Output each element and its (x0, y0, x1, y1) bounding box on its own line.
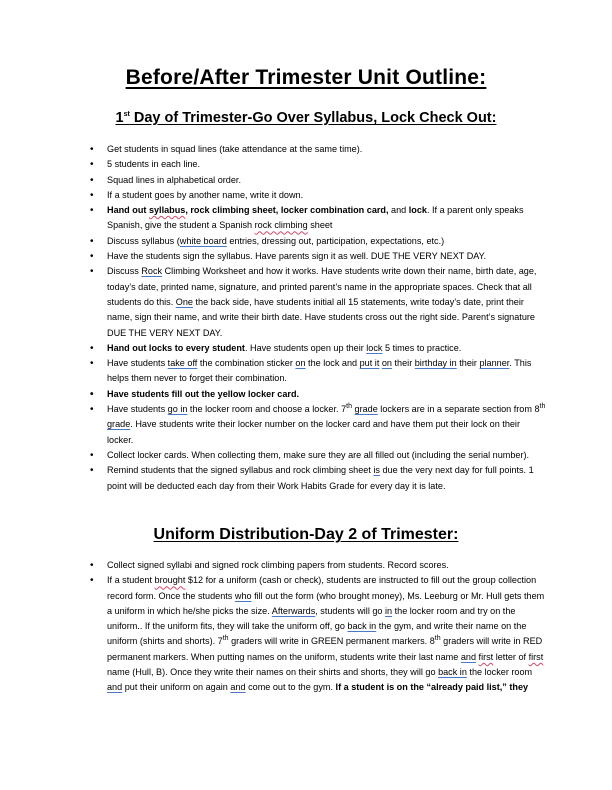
text-run: entries, dressing out, participation, expectations, etc.) (226, 235, 445, 246)
text-run: grade (354, 404, 378, 415)
text-run: and (388, 205, 409, 216)
heading-text: Day of Trimester-Go Over Syllabus, Lock Check Out: (129, 110, 497, 126)
text-run: their (392, 358, 415, 369)
list-item (107, 341, 547, 356)
text-run: lockers are in a separate section from 8 (377, 404, 540, 415)
text-run: Remind students that the signed syllabus and rock climbing sheet (107, 465, 374, 476)
list-item: • Squad lines in alphabetical order. (107, 173, 547, 188)
text-run: One (175, 296, 193, 307)
superscript: th (222, 635, 229, 643)
text-run: first (528, 651, 544, 662)
text-run: grade (107, 419, 131, 430)
superscript: th (346, 403, 352, 411)
list-item (107, 573, 547, 695)
text-run: the back side, have students initial all 15 statements, write today’s date, print their name, sign their name, and write their birth date. Have students cross out the right side. Parent’s signature DUE THE VERY NEXT DAY. (107, 296, 535, 338)
text-run: graders will write in RED permanent markers. When putting names on the uniform, students write their last name (107, 636, 543, 662)
text-run: If a student (107, 575, 155, 586)
text-run: $12 for a uniform (cash or check), students are instructed to fill out the group collection record form. Once the students (107, 575, 537, 601)
text-run: first (478, 651, 494, 662)
list-item (107, 402, 547, 448)
page-title: Before/After Trimester Unit Outline: (125, 66, 487, 89)
list-item (107, 203, 547, 234)
text-run: is (373, 465, 380, 476)
text-run: their (456, 358, 480, 369)
section-heading-uniform-distribution: Uniform Distribution-Day 2 of Trimester: (153, 526, 459, 543)
text-run: letter of (493, 651, 529, 662)
text-run: , rock climbing sheet, locker combination card, (185, 205, 389, 216)
text-run: graders will write in GREEN permanent markers. 8 (228, 636, 435, 647)
text-run: who (234, 590, 252, 601)
text-run: put their uniform on again (122, 682, 231, 693)
list-item (107, 234, 547, 249)
text-run: fill out the form (who brought money), Ms. Leeburg or Mr. Hull gets them a uniform in which he/she picks the size. (107, 590, 545, 616)
uniform-distribution-list (107, 558, 547, 696)
text-run: Climbing Worksheet and how it works. Have students write down their name, birth date, age, today’s date, printed name, signature, and printed parent’s name in the appropriate spaces. Check that all students do this. (107, 266, 537, 307)
text-run: , students will go (315, 605, 386, 616)
superscript: th (434, 635, 441, 643)
text-run: Discuss syllabus ( (107, 235, 180, 246)
text-run: the gym, and write their name on the uniform (shirts and shorts). 7 (107, 621, 527, 647)
text-run: Have students (107, 404, 168, 415)
text-run: If a student is on the “already paid list,” they (335, 682, 529, 693)
text-run: 5 times to practice. (382, 342, 462, 353)
text-run: back in (438, 667, 467, 678)
text-run: sheet (307, 220, 333, 231)
text-run: put it (359, 358, 380, 369)
text-run: . Have students write their locker number on the locker card and have them put their lock on their locker. (107, 419, 520, 445)
text-run: back in (347, 621, 377, 632)
text-run: the lock and (305, 358, 360, 369)
text-run: the locker room and try on the uniform.. If the uniform fits, they will take the uniform off, go (107, 605, 516, 632)
text-run: Hand out locks to every student (107, 342, 245, 353)
text-run: the locker room (466, 667, 533, 678)
text-run: syllabus (148, 205, 186, 216)
list-item (107, 264, 547, 340)
list-item: • Get students in squad lines (take attendance at the same time). (107, 142, 547, 157)
text-run: and (230, 682, 246, 693)
heading-superscript: st (123, 111, 130, 119)
text-run: lock (366, 342, 383, 353)
section-heading-first-day (0, 110, 612, 126)
text-run: Discuss (107, 266, 142, 277)
text-run: on (381, 358, 392, 369)
text-run: birthday in (414, 358, 457, 369)
text-run: go in (167, 404, 188, 415)
first-day-list (107, 142, 547, 494)
list-item: • Collect signed syllabi and signed rock climbing papers from students. Record scores. (107, 558, 547, 573)
list-item: • Collect locker cards. When collecting them, make sure they are all filled out (including the serial number). (107, 448, 547, 463)
text-run: lock (408, 205, 427, 216)
text-run: planner (479, 358, 510, 369)
superscript: th (539, 403, 546, 411)
text-run: on (295, 358, 306, 369)
text-run: . Have students open up their (244, 342, 367, 353)
text-run: white board (179, 235, 227, 246)
text-run: come out to the gym. (245, 682, 336, 693)
text-run: Rock (141, 266, 163, 277)
list-item: • Have the students sign the syllabus. Have parents sign it as well. DUE THE VERY NEXT DAY. (107, 249, 547, 264)
text-run: . If a parent only speaks Spanish, give the student a Spanish (107, 205, 524, 231)
list-item (107, 356, 547, 387)
text-run: Hand out (107, 205, 149, 216)
text-run: Have students (107, 358, 168, 369)
text-run: the combination sticker (197, 358, 296, 369)
list-item: • If a student goes by another name, write it down. (107, 188, 547, 203)
text-run: the locker room and choose a locker. 7 (187, 404, 347, 415)
text-run: and (107, 682, 123, 693)
text-run: . This helps them never to forget their combination. (107, 358, 532, 384)
list-item: • Have students fill out the yellow locker card. (107, 387, 547, 402)
list-item (107, 463, 547, 494)
text-run: take off (167, 358, 198, 369)
list-item: • 5 students in each line. (107, 157, 547, 172)
text-run: Afterwards (271, 605, 316, 616)
text-run: in (385, 605, 393, 616)
text-run: and (460, 651, 477, 662)
heading-number: 1 (115, 110, 124, 126)
text-run: rock climbing (254, 220, 308, 231)
text-run: brought (154, 575, 186, 586)
text-run: name (Hull, B). Once they write their names on their shirts and shorts, they will go (107, 667, 439, 678)
text-run: due the very next day for full points. 1 point will be deducted each day from their Work Habits Grade for every day it is late. (107, 465, 534, 491)
